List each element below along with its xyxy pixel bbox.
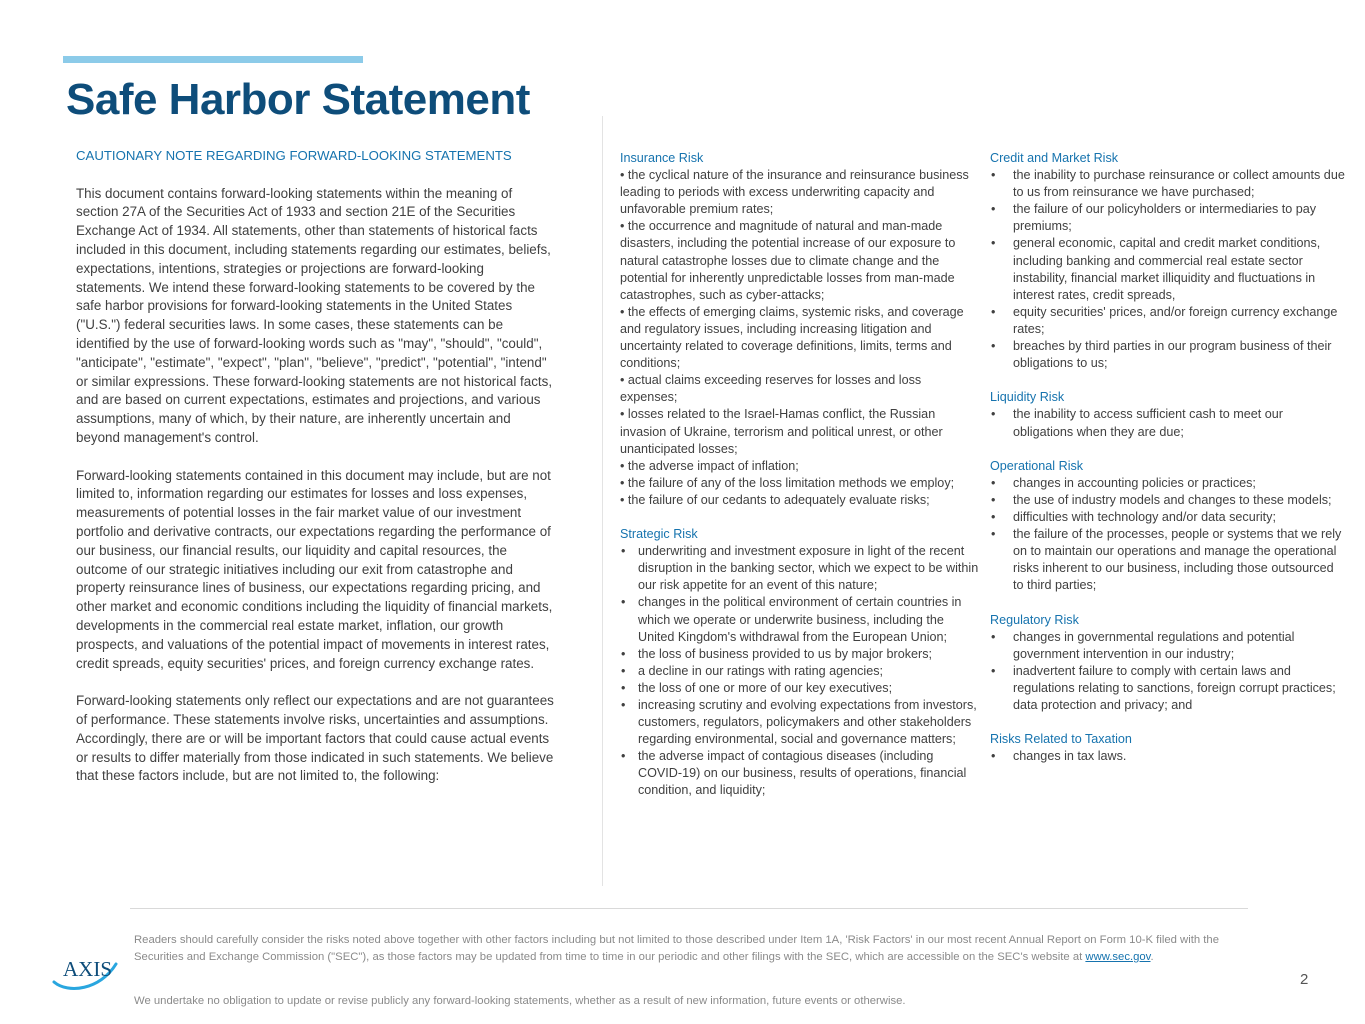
list-item: • the occurrence and magnitude of natural and man-made disasters, including the potential increase of our exposure to natural catastrophe losses due to climate change and the potential for inherently unpredictable losses from man-made catastrophes, such as cyber-attacks;	[620, 219, 956, 302]
list-item: • the failure of our policyholders or intermediaries to pay premiums;	[990, 201, 1346, 235]
list-item: • underwriting and investment exposure in light of the recent disruption in the banking sector, which we expect to be within our risk appetite for an event of this nature;	[620, 543, 980, 594]
title-accent-bar	[63, 56, 363, 63]
spacer	[990, 441, 1346, 458]
list-item: • the failure of any of the loss limitation methods we employ;	[620, 475, 955, 490]
list-item: • the adverse impact of contagious diseases (including COVID-19) on our business, results of operations, financial condition, and liquidity;	[620, 748, 980, 799]
cautionary-paragraph: Forward-looking statements only reflect our expectations and are not guarantees of performance. These statements involve risks, uncertainties and assumptions. Accordingly, there are or will be important factors that could cause actual events or results to differ materially from those indicated in such statements. We believe that these factors include, but are not limited to, the following:	[76, 693, 554, 784]
no-obligation-note: We undertake no obligation to update or revise publicly any forward-looking statements, whether as a result of new information, future events or otherwise.	[134, 995, 906, 1007]
credit-market-risk-list	[990, 167, 1346, 372]
list-item: • losses related to the Israel-Hamas conflict, the Russian invasion of Ukraine, terrorism and political unrest, or other unanticipated losses;	[620, 407, 943, 456]
list-item: • the failure of our cedants to adequately evaluate risks;	[620, 492, 930, 507]
axis-logo	[50, 946, 130, 992]
operational-risk-heading: Operational Risk	[990, 458, 1084, 473]
list-item: • increasing scrutiny and evolving expectations from investors, customers, regulators, policymakers and other stakeholders regarding environmental, social and governance matters;	[620, 697, 980, 748]
footer-disclaimer	[134, 932, 1244, 965]
cautionary-paragraph: Forward-looking statements contained in this document may include, but are not limited to, information regarding our estimates for losses and loss expenses, measurements of potential losses in the fair market value of our investment portfolio and derivative contracts, our expectations regarding the performance of our business, our financial results, our liquidity and capital resources, the outcome of our strategic initiatives including our exit from catastrophe and property reinsurance lines of business, our expectations regarding pricing, and other market and economic conditions including the liquidity of financial markets, developments in the commercial real estate market, inflation, our growth prospects, and valuations of the potential impact of movements in interest rates, credit spreads, equity securities' prices, and foreign currency exchange rates.	[76, 467, 553, 671]
risk-column-middle	[620, 150, 980, 800]
list-item: • breaches by third parties in our program business of their obligations to us;	[990, 338, 1346, 372]
list-item: • a decline in our ratings with rating agencies;	[620, 663, 980, 680]
liquidity-risk-list	[990, 406, 1346, 440]
list-item: • inadvertent failure to comply with certain laws and regulations relating to sanctions, foreign corrupt practices; data protection and privacy; and	[990, 663, 1346, 714]
list-item: • the inability to purchase reinsurance or collect amounts due to us from reinsurance we have purchased;	[990, 167, 1346, 201]
page-title: Safe Harbor Statement	[66, 75, 530, 124]
insurance-risk-list	[620, 167, 980, 509]
column-divider	[602, 116, 603, 886]
footer-divider	[130, 908, 1248, 909]
risk-column-right	[990, 150, 1346, 765]
taxation-risk-list	[990, 748, 1346, 765]
strategic-risk-list	[620, 543, 980, 799]
list-item: • general economic, capital and credit market conditions, including banking and commercial real estate sector instability, financial market illiquidity and fluctuations in interest rates, credit spreads,	[990, 235, 1346, 303]
list-item: • the failure of the processes, people or systems that we rely on to maintain our operations and manage the operational risks inherent to our business, including those outsourced to third parties;	[990, 526, 1346, 594]
list-item: • changes in governmental regulations and potential government intervention in our industry;	[990, 629, 1346, 663]
regulatory-risk-list	[990, 629, 1346, 714]
cautionary-note-column	[76, 147, 554, 805]
insurance-risk-heading: Insurance Risk	[620, 151, 704, 165]
disclaimer-text: Readers should carefully consider the risks noted above together with other factors including but not limited to those described under Item 1A, 'Risk Factors' in our most recent Annual Report on Form 10-K filed with the Securities and Exchange Commission ("SEC"), as those factors may be updated from time to time in our periodic and other filings with the SEC, which are accessible on the SEC's website at	[134, 934, 1219, 963]
regulatory-risk-heading: Regulatory Risk	[990, 612, 1079, 627]
operational-risk-list	[990, 475, 1346, 595]
list-item: • the use of industry models and changes to these models;	[990, 492, 1346, 509]
list-item: • changes in accounting policies or practices;	[990, 475, 1346, 492]
list-item: • changes in the political environment of certain countries in which we operate or underwrite business, including the United Kingdom's withdrawal from the European Union;	[620, 594, 980, 645]
list-item: • equity securities' prices, and/or foreign currency exchange rates;	[990, 304, 1346, 338]
spacer	[990, 714, 1346, 731]
list-item: • the loss of one or more of our key executives;	[620, 680, 980, 697]
spacer	[990, 594, 1346, 611]
credit-market-risk-heading: Credit and Market Risk	[990, 151, 1119, 165]
list-item: • the effects of emerging claims, systemic risks, and coverage and regulatory issues, including increasing litigation and uncertainty related to coverage definitions, limits, terms and conditions;	[620, 304, 964, 371]
taxation-risk-heading: Risks Related to Taxation	[990, 732, 1132, 747]
page-number: 2	[1300, 971, 1309, 988]
list-item: • changes in tax laws.	[990, 748, 1346, 765]
sec-website-link[interactable]: www.sec.gov	[1085, 950, 1151, 963]
liquidity-risk-heading: Liquidity Risk	[990, 390, 1065, 405]
disclaimer-end: .	[1150, 950, 1154, 963]
strategic-risk-heading: Strategic Risk	[620, 527, 698, 542]
list-item: • the inability to access sufficient cash to meet our obligations when they are due;	[990, 406, 1346, 440]
list-item: • actual claims exceeding reserves for losses and loss expenses;	[620, 373, 922, 405]
list-item: • the cyclical nature of the insurance and reinsurance business leading to periods with excess underwriting capacity and unfavorable premium rates;	[620, 168, 969, 217]
list-item: • the loss of business provided to us by major brokers;	[620, 646, 980, 663]
cautionary-note-heading: CAUTIONARY NOTE REGARDING FORWARD-LOOKING STATEMENTS	[76, 148, 512, 163]
spacer	[990, 372, 1346, 389]
list-item: • difficulties with technology and/or data security;	[990, 509, 1346, 526]
spacer	[620, 509, 980, 526]
list-item: • the adverse impact of inflation;	[620, 458, 799, 473]
cautionary-paragraph: This document contains forward-looking statements within the meaning of section 27A of the Securities Act of 1933 and section 21E of the Securities Exchange Act of 1934. All statements, other than statements of historical facts included in this document, including statements regarding our estimates, beliefs, expectations, intentions, strategies or projections are forward-looking statements. We intend these forward-looking statements to be covered by the safe harbor provisions for forward-looking statements in the United States ("U.S.") federal securities laws. In some cases, these statements can be identified by the use of forward-looking words such as "may", "should", "could", "anticipate", "estimate", "expect", "plan", "believe", "predict", "potential", "intend" or similar expressions. These forward-looking statements are not historical facts, and are based on current expectations, estimates and projections, and various assumptions, many of which, by their nature, are inherently uncertain and beyond management's control.	[76, 185, 553, 445]
logo-wordmark: AXIS	[63, 957, 113, 981]
